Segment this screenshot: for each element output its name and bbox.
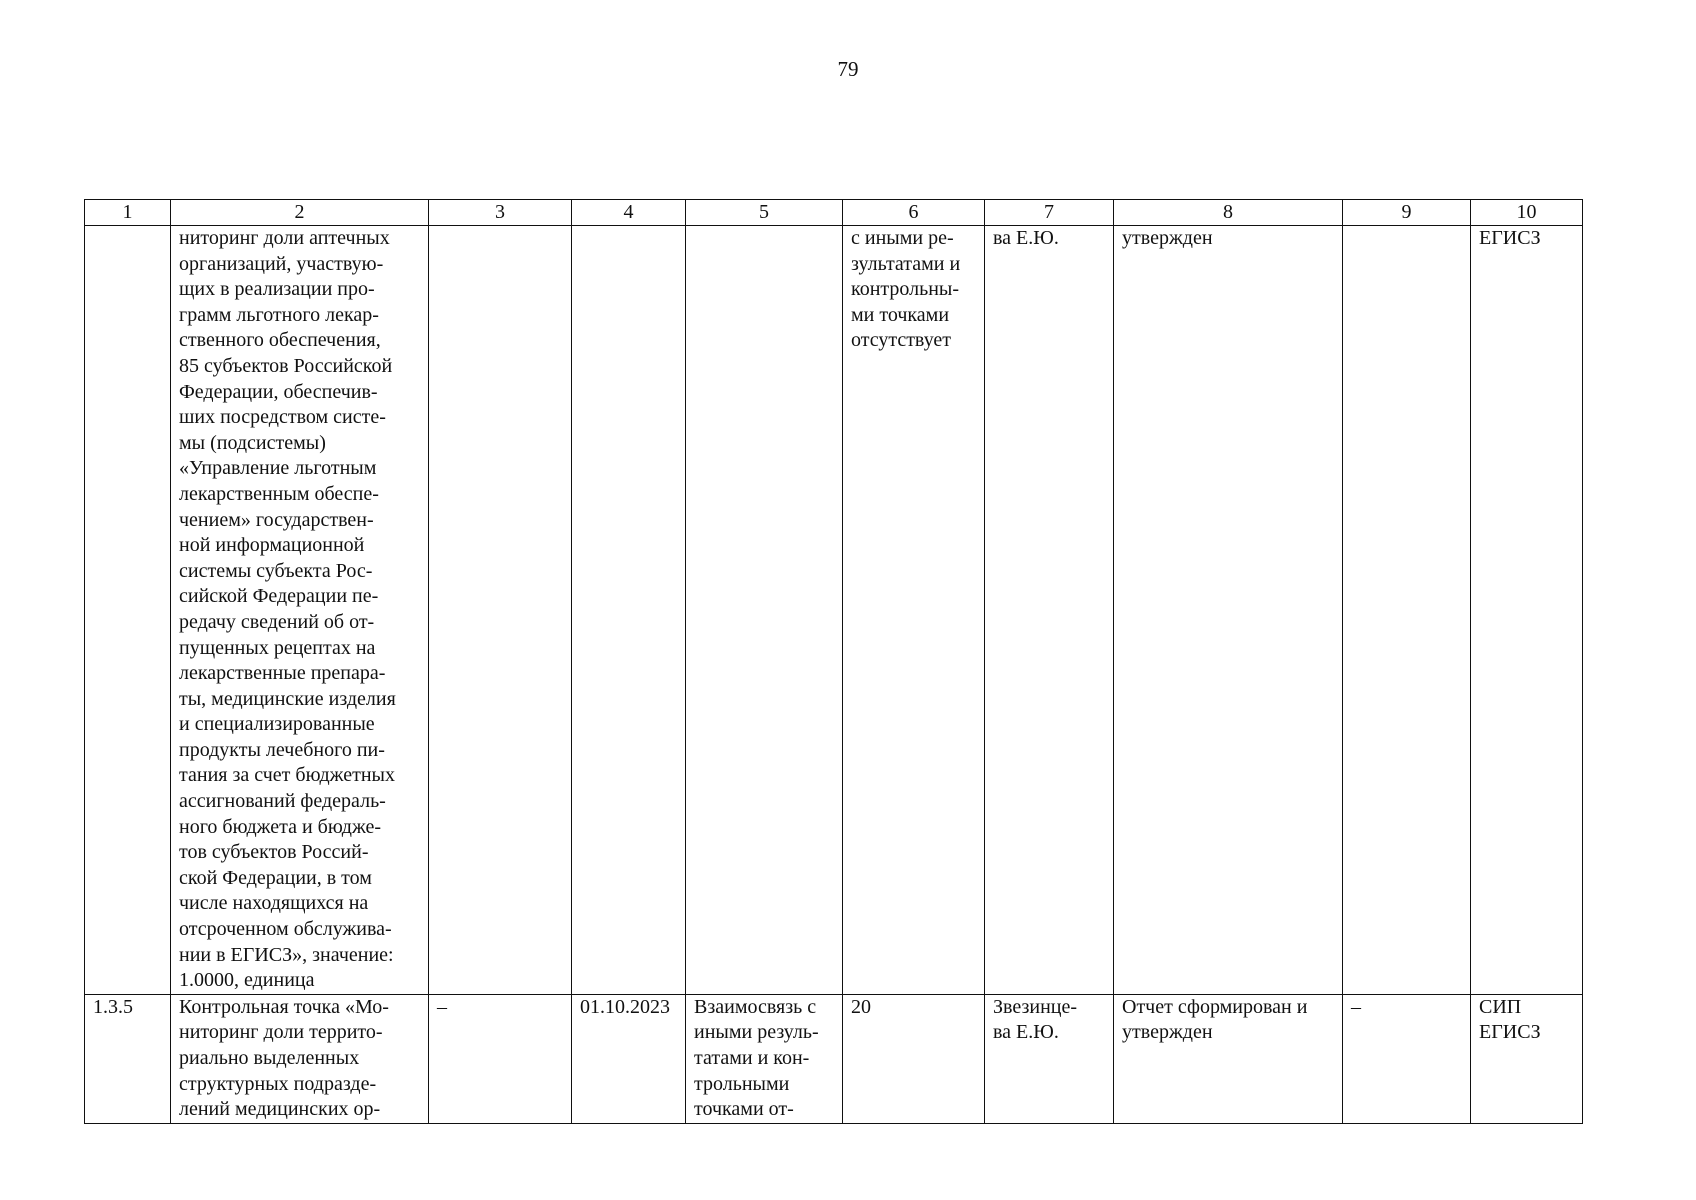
table-cell: – <box>1343 994 1471 1123</box>
table-cell: – <box>429 994 572 1123</box>
column-header: 9 <box>1343 200 1471 226</box>
table-cell-system: СИП ЕГИСЗ <box>1471 994 1583 1123</box>
column-header: 2 <box>171 200 429 226</box>
table-header-row <box>85 200 1583 226</box>
table-cell-date <box>572 226 686 995</box>
table-cell-number <box>85 226 171 995</box>
table-cell-number: 1.3.5 <box>85 994 171 1123</box>
column-header: 6 <box>843 200 985 226</box>
table-cell-result: утвержден <box>1114 226 1343 995</box>
column-header: 8 <box>1114 200 1343 226</box>
table-cell-relation: с иными ре- зультатами и контрольны- ми точками отсутствует <box>843 226 985 995</box>
column-header: 4 <box>572 200 686 226</box>
column-header: 3 <box>429 200 572 226</box>
table-row <box>85 994 1583 1123</box>
table-cell-responsible: ва Е.Ю. <box>985 226 1114 995</box>
page-number: 79 <box>837 57 859 81</box>
column-header: 5 <box>686 200 843 226</box>
table-row <box>85 226 1583 995</box>
table-cell-date: 01.10.2023 <box>572 994 686 1123</box>
table-cell-relation: Взаимосвязь с иными резуль- татами и кон- трольными точками от- <box>686 994 843 1123</box>
table-cell-relation <box>686 226 843 995</box>
column-header: 10 <box>1471 200 1583 226</box>
table-cell <box>429 226 572 995</box>
table-cell-responsible: Звезинце- ва Е.Ю. <box>985 994 1114 1123</box>
column-header: 7 <box>985 200 1114 226</box>
table-cell-description: ниторинг доли аптечных организаций, участвую- щих в реализации про- грамм льготного лекар- ственного обеспечения, 85 субъектов Российской Федерации, обеспечив- ших посредством систе- мы (подсистемы) «Управление льготным лекарственным обеспе- чением» государствен- ной информационной системы субъекта Рос- сийской Федерации пе- редачу сведений об от- пущенных рецептах на лекарственные препара- ты, медицинские изделия и специализированные продукты лечебного пи- тания за счет бюджетных ассигнований федераль- ного бюджета и бюдже- тов субъектов Россий- ской Федерации, в том числе находящихся на отсроченном обслужива- нии в ЕГИСЗ», значение: 1.0000, единица <box>171 226 429 995</box>
table-cell <box>1343 226 1471 995</box>
table-cell-system: ЕГИСЗ <box>1471 226 1583 995</box>
table-cell-description: Контрольная точка «Мо- ниторинг доли террито- риально выделенных структурных подразде- лений медицинских ор- <box>171 994 429 1123</box>
column-header: 1 <box>85 200 171 226</box>
table-cell-value: 20 <box>843 994 985 1123</box>
document-table <box>84 199 1583 1124</box>
table-cell-result: Отчет сформирован и утвержден <box>1114 994 1343 1123</box>
